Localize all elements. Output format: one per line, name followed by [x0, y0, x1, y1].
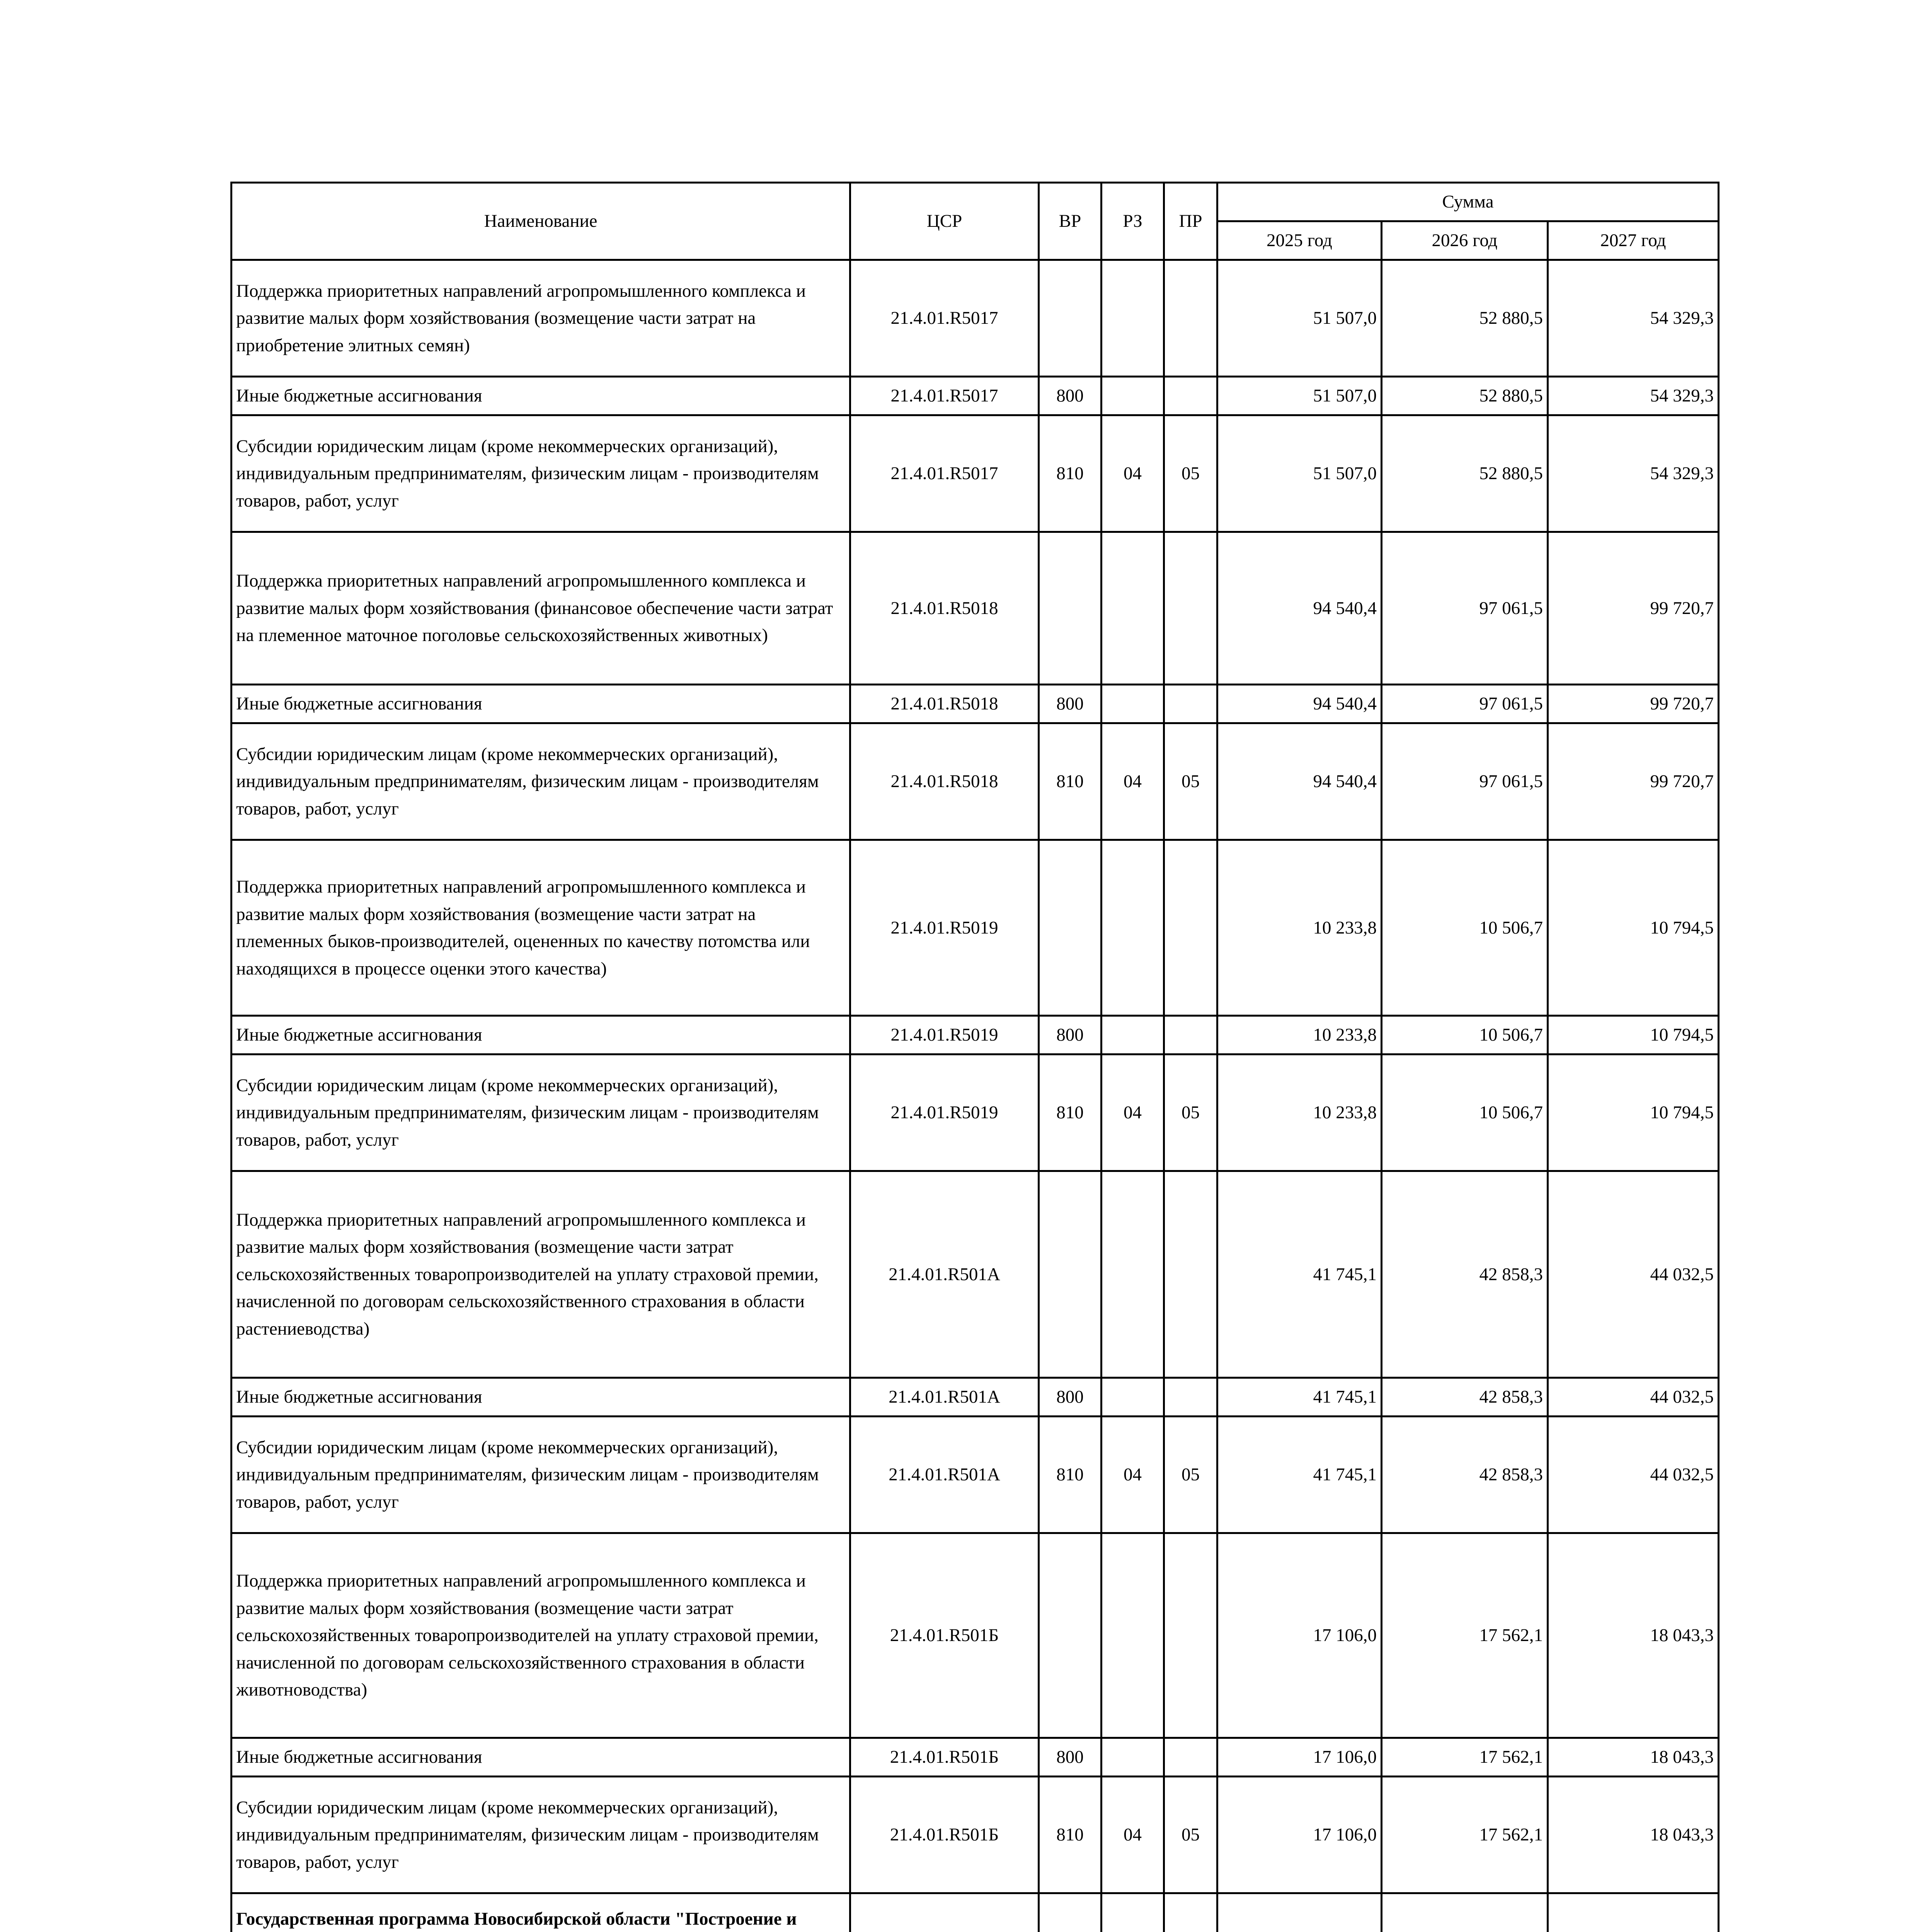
cell-name: Субсидии юридическим лицам (кроме некоммерческих организаций), индивидуальным предпринимателям, физическим лицам - производителям товаров, работ, услуг: [232, 1777, 850, 1893]
cell-sum-2027: 99 720,7: [1548, 723, 1719, 840]
cell-pr: [1164, 260, 1217, 377]
cell-sum-2027: 54 329,3: [1548, 260, 1719, 377]
cell-sum-2025: 41 745,1: [1217, 1171, 1382, 1378]
cell-name: Субсидии юридическим лицам (кроме некоммерческих организаций), индивидуальным предпринимателям, физическим лицам - производителям товаров, работ, услуг: [232, 1417, 850, 1533]
cell-csr: 21.4.01.R5019: [850, 1016, 1039, 1054]
cell-pr: [1164, 377, 1217, 415]
cell-vr: 810: [1039, 1417, 1102, 1533]
cell-sum-2027: 99 720,7: [1548, 532, 1719, 685]
cell-sum-2025: 17 106,0: [1217, 1777, 1382, 1893]
cell-pr: [1164, 1016, 1217, 1054]
cell-sum-2026: 17 562,1: [1382, 1738, 1548, 1777]
cell-pr: [1164, 1738, 1217, 1777]
cell-sum-2027: 10 794,5: [1548, 1016, 1719, 1054]
cell-vr: [1039, 1533, 1102, 1738]
header-rz: РЗ: [1102, 183, 1164, 260]
cell-vr: 810: [1039, 1054, 1102, 1171]
table-row: [232, 1893, 1719, 1932]
cell-rz: [1102, 685, 1164, 723]
cell-rz: [1102, 1738, 1164, 1777]
cell-rz: [1102, 840, 1164, 1016]
cell-pr: [1164, 1171, 1217, 1378]
cell-sum-2027: 99 720,7: [1548, 685, 1719, 723]
cell-name: Субсидии юридическим лицам (кроме некоммерческих организаций), индивидуальным предпринимателям, физическим лицам - производителям товаров, работ, услуг: [232, 1054, 850, 1171]
cell-csr: 21.4.01.R501Б: [850, 1533, 1039, 1738]
cell-csr: 21.4.01.R501Б: [850, 1738, 1039, 1777]
cell-csr: [850, 1893, 1039, 1932]
cell-name: Иные бюджетные ассигнования: [232, 1378, 850, 1417]
cell-sum-2027: 10 794,5: [1548, 840, 1719, 1016]
cell-sum-2026: 42 858,3: [1382, 1417, 1548, 1533]
cell-csr: 21.4.01.R5018: [850, 685, 1039, 723]
cell-vr: 800: [1039, 1738, 1102, 1777]
cell-sum-2025: 51 507,0: [1217, 415, 1382, 532]
cell-sum-2025: 17 106,0: [1217, 1738, 1382, 1777]
cell-sum-2026: 97 061,5: [1382, 532, 1548, 685]
cell-sum-2026: 17 562,1: [1382, 1777, 1548, 1893]
cell-vr: 800: [1039, 1378, 1102, 1417]
cell-rz: 04: [1102, 1054, 1164, 1171]
table-body: [232, 260, 1719, 1932]
cell-sum-2027: 44 032,5: [1548, 1417, 1719, 1533]
header-year-2027: 2027 год: [1548, 221, 1719, 260]
cell-sum-2025: 17 106,0: [1217, 1533, 1382, 1738]
cell-sum-2026: [1382, 1893, 1548, 1932]
cell-sum-2027: 18 043,3: [1548, 1738, 1719, 1777]
cell-sum-2026: 52 880,5: [1382, 377, 1548, 415]
cell-sum-2026: 17 562,1: [1382, 1533, 1548, 1738]
cell-sum-2025: 41 745,1: [1217, 1378, 1382, 1417]
cell-sum-2025: 94 540,4: [1217, 723, 1382, 840]
cell-csr: 21.4.01.R501A: [850, 1378, 1039, 1417]
cell-rz: [1102, 260, 1164, 377]
cell-rz: 04: [1102, 723, 1164, 840]
cell-name: Поддержка приоритетных направлений агропромышленного комплекса и развитие малых форм хозяйствования (возмещение части затрат на приобретение элитных семян): [232, 260, 850, 377]
cell-sum-2026: 10 506,7: [1382, 840, 1548, 1016]
cell-pr: 05: [1164, 723, 1217, 840]
cell-csr: 21.4.01.R5018: [850, 532, 1039, 685]
cell-sum-2025: 94 540,4: [1217, 532, 1382, 685]
cell-sum-2026: 42 858,3: [1382, 1378, 1548, 1417]
table-row: [232, 1016, 1719, 1054]
cell-csr: 21.4.01.R5019: [850, 840, 1039, 1016]
header-year-2026: 2026 год: [1382, 221, 1548, 260]
cell-rz: [1102, 1533, 1164, 1738]
cell-pr: 05: [1164, 1054, 1217, 1171]
cell-pr: [1164, 685, 1217, 723]
cell-sum-2025: 51 507,0: [1217, 377, 1382, 415]
cell-pr: [1164, 1533, 1217, 1738]
cell-sum-2025: [1217, 1893, 1382, 1932]
header-name: Наименование: [232, 183, 850, 260]
budget-table: [230, 182, 1720, 1932]
cell-name: Иные бюджетные ассигнования: [232, 377, 850, 415]
table-row: [232, 1738, 1719, 1777]
table-row: [232, 415, 1719, 532]
cell-vr: 800: [1039, 377, 1102, 415]
cell-sum-2025: 51 507,0: [1217, 260, 1382, 377]
table-row: [232, 260, 1719, 377]
cell-sum-2027: 44 032,5: [1548, 1171, 1719, 1378]
header-csr: ЦСР: [850, 183, 1039, 260]
cell-name: Субсидии юридическим лицам (кроме некоммерческих организаций), индивидуальным предпринимателям, физическим лицам - производителям товаров, работ, услуг: [232, 723, 850, 840]
cell-csr: 21.4.01.R501Б: [850, 1777, 1039, 1893]
cell-pr: 05: [1164, 415, 1217, 532]
cell-rz: 04: [1102, 1777, 1164, 1893]
cell-rz: 04: [1102, 1417, 1164, 1533]
cell-name: Поддержка приоритетных направлений агропромышленного комплекса и развитие малых форм хозяйствования (возмещение части затрат на племенных быков-производителей, оцененных по качеству потомства или находящихся в процессе оценки этого качества): [232, 840, 850, 1016]
cell-sum-2027: 10 794,5: [1548, 1054, 1719, 1171]
table-row: [232, 377, 1719, 415]
cell-vr: 800: [1039, 1016, 1102, 1054]
cell-vr: [1039, 532, 1102, 685]
cell-rz: [1102, 1378, 1164, 1417]
cell-pr: 05: [1164, 1777, 1217, 1893]
table-row: [232, 1054, 1719, 1171]
cell-vr: [1039, 1171, 1102, 1378]
table-row: [232, 1777, 1719, 1893]
table-row: [232, 532, 1719, 685]
cell-vr: 810: [1039, 723, 1102, 840]
cell-pr: [1164, 1378, 1217, 1417]
cell-vr: [1039, 840, 1102, 1016]
cell-vr: 800: [1039, 685, 1102, 723]
cell-sum-2026: 10 506,7: [1382, 1016, 1548, 1054]
cell-name: Поддержка приоритетных направлений агропромышленного комплекса и развитие малых форм хозяйствования (финансовое обеспечение части затрат на племенное маточное поголовье сельскохозяйственных животных): [232, 532, 850, 685]
cell-pr: [1164, 532, 1217, 685]
header-year-2025: 2025 год: [1217, 221, 1382, 260]
cell-name: Поддержка приоритетных направлений агропромышленного комплекса и развитие малых форм хозяйствования (возмещение части затрат сельскохозяйственных товаропроизводителей на уплату страховой премии, начисленной по договорам сельскохозяйственного страхования в области растениеводства): [232, 1171, 850, 1378]
cell-sum-2026: 52 880,5: [1382, 415, 1548, 532]
cell-csr: 21.4.01.R5017: [850, 415, 1039, 532]
header-sum: Сумма: [1217, 183, 1719, 221]
cell-sum-2026: 97 061,5: [1382, 723, 1548, 840]
cell-name: Государственная программа Новосибирской области "Построение и: [232, 1893, 850, 1932]
cell-name: Поддержка приоритетных направлений агропромышленного комплекса и развитие малых форм хозяйствования (возмещение части затрат сельскохозяйственных товаропроизводителей на уплату страховой премии, начисленной по договорам сельскохозяйственного страхования в области животноводства): [232, 1533, 850, 1738]
cell-sum-2026: 42 858,3: [1382, 1171, 1548, 1378]
cell-name: Иные бюджетные ассигнования: [232, 685, 850, 723]
cell-sum-2027: 54 329,3: [1548, 377, 1719, 415]
table-header: [232, 183, 1719, 260]
cell-csr: 21.4.01.R501A: [850, 1171, 1039, 1378]
cell-sum-2026: 97 061,5: [1382, 685, 1548, 723]
cell-sum-2025: 10 233,8: [1217, 840, 1382, 1016]
cell-sum-2027: 44 032,5: [1548, 1378, 1719, 1417]
cell-csr: 21.4.01.R5017: [850, 377, 1039, 415]
cell-sum-2026: 10 506,7: [1382, 1054, 1548, 1171]
cell-vr: 810: [1039, 415, 1102, 532]
cell-sum-2027: 54 329,3: [1548, 415, 1719, 532]
cell-name: Субсидии юридическим лицам (кроме некоммерческих организаций), индивидуальным предпринимателям, физическим лицам - производителям товаров, работ, услуг: [232, 415, 850, 532]
table-row: [232, 1533, 1719, 1738]
table-row: [232, 1378, 1719, 1417]
cell-pr: [1164, 840, 1217, 1016]
cell-rz: 04: [1102, 415, 1164, 532]
header-vr: ВР: [1039, 183, 1102, 260]
cell-sum-2027: [1548, 1893, 1719, 1932]
cell-rz: [1102, 1016, 1164, 1054]
cell-rz: [1102, 532, 1164, 685]
cell-sum-2027: 18 043,3: [1548, 1533, 1719, 1738]
cell-vr: [1039, 260, 1102, 377]
table-row: [232, 1171, 1719, 1378]
table-row: [232, 685, 1719, 723]
table-row: [232, 723, 1719, 840]
cell-sum-2027: 18 043,3: [1548, 1777, 1719, 1893]
cell-rz: [1102, 1893, 1164, 1932]
cell-sum-2025: 41 745,1: [1217, 1417, 1382, 1533]
cell-csr: 21.4.01.R5019: [850, 1054, 1039, 1171]
cell-vr: [1039, 1893, 1102, 1932]
cell-sum-2026: 52 880,5: [1382, 260, 1548, 377]
cell-csr: 21.4.01.R5017: [850, 260, 1039, 377]
cell-name: Иные бюджетные ассигнования: [232, 1016, 850, 1054]
cell-sum-2025: 94 540,4: [1217, 685, 1382, 723]
cell-vr: 810: [1039, 1777, 1102, 1893]
cell-rz: [1102, 1171, 1164, 1378]
header-pr: ПР: [1164, 183, 1217, 260]
cell-name: Иные бюджетные ассигнования: [232, 1738, 850, 1777]
cell-csr: 21.4.01.R501A: [850, 1417, 1039, 1533]
cell-pr: 05: [1164, 1417, 1217, 1533]
table-row: [232, 1417, 1719, 1533]
cell-csr: 21.4.01.R5018: [850, 723, 1039, 840]
table-row: [232, 840, 1719, 1016]
cell-rz: [1102, 377, 1164, 415]
cell-sum-2025: 10 233,8: [1217, 1016, 1382, 1054]
cell-sum-2025: 10 233,8: [1217, 1054, 1382, 1171]
cell-pr: [1164, 1893, 1217, 1932]
